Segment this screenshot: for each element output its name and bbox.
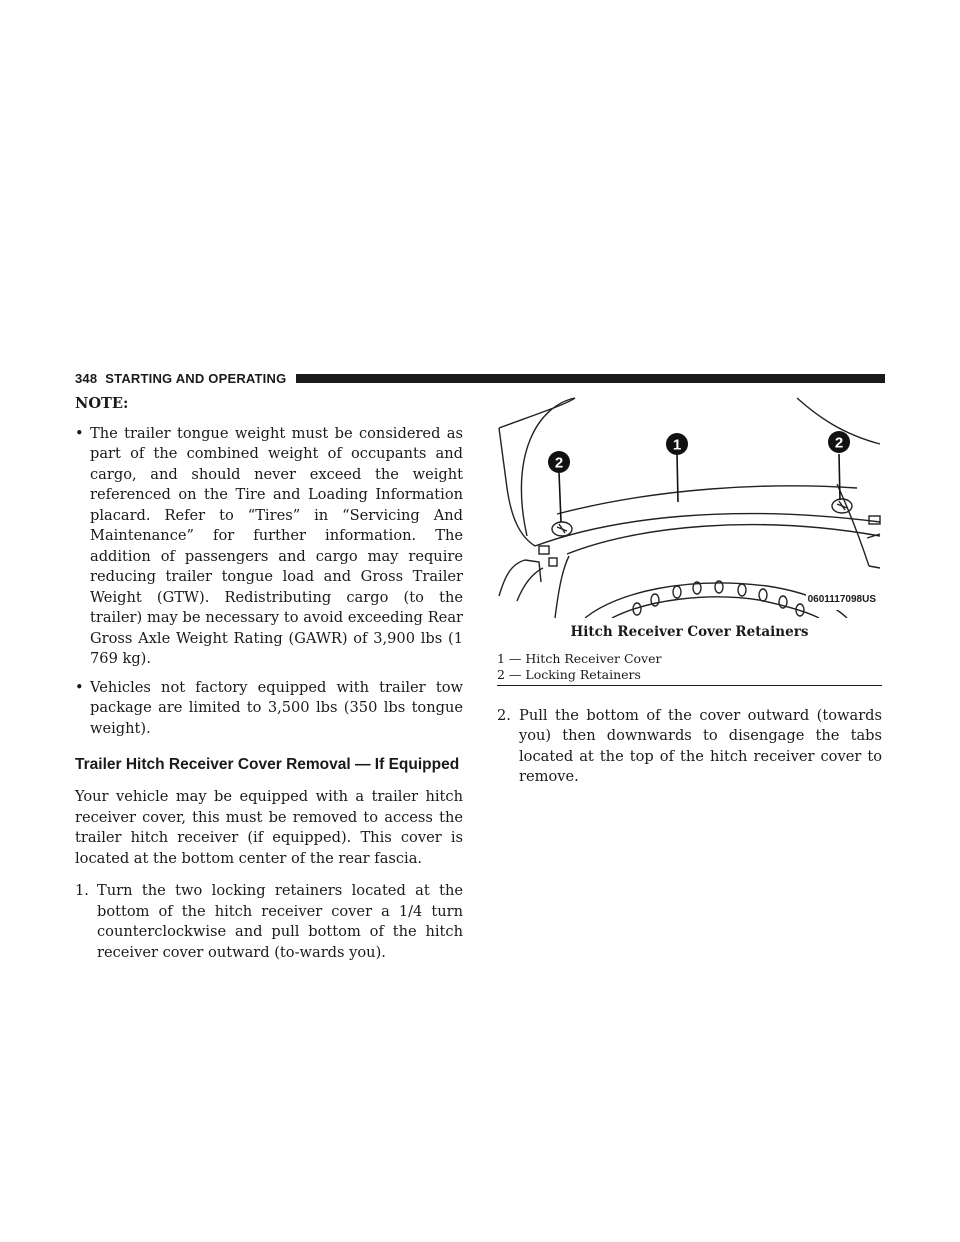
step-number: 2. <box>497 706 511 724</box>
hitch-cover-illustration <box>497 396 882 618</box>
figure-legend <box>497 651 882 686</box>
figure-caption: Hitch Receiver Cover Retainers <box>570 624 809 640</box>
bullet-icon: • <box>75 424 84 442</box>
note-label: NOTE: <box>75 395 129 412</box>
header-rule <box>296 374 885 383</box>
callout-badge <box>666 433 688 455</box>
callout-label: 2 <box>554 454 564 472</box>
figure-code: 0601117098US <box>806 590 878 611</box>
callout-label: 2 <box>834 434 844 452</box>
callout-badge <box>828 431 850 453</box>
section-name: STARTING AND OPERATING <box>105 370 287 386</box>
legend-item: 2 — Locking Retainers <box>497 666 641 682</box>
note-bullet <box>75 678 463 740</box>
page-header <box>75 370 885 386</box>
step-text: Turn the two locking retainers located at the bottom of the hitch receiver cover a 1/4 turn counterclockwise and pull bottom of the hitch receiver cover outward (to-wards you). <box>97 882 463 961</box>
page-number: 348 <box>75 370 98 386</box>
callout-badge <box>548 451 570 473</box>
step-2 <box>497 706 882 788</box>
section-heading: Trailer Hitch Receiver Cover Removal — If Equipped <box>75 756 460 773</box>
note-bullet <box>75 424 463 670</box>
step-number: 1. <box>75 882 89 899</box>
legend-item: 1 — Hitch Receiver Cover <box>497 650 662 666</box>
callout-label: 1 <box>672 436 682 454</box>
bullet-icon: • <box>75 678 84 696</box>
note-bullet-text: The trailer tongue weight must be considered as part of the combined weight of occupants and cargo, and should never exceed the weight referenced on the Tire and Loading Information placard. Refer to “Tires” in “Servicing And Maintenance” for further information. The addition of passengers and cargo may require reducing trailer tongue load and Gross Trailer Weight (GTW). Redistributing cargo (to the trailer) may be necessary to avoid exceeding Rear Gross Axle Weight Rating (GAWR) of 3,900 lbs (1 769 kg). <box>90 424 463 667</box>
step-1 <box>75 881 463 963</box>
right-column <box>497 396 882 788</box>
note-bullet-text: Vehicles not factory equipped with trailer tow package are limited to 3,500 lbs (350 lbs tongue weight). <box>90 678 463 737</box>
hitch-cover-figure <box>497 396 882 618</box>
step-text: Pull the bottom of the cover outward (towards you) then downwards to disengage the tabs located at the top of the hitch receiver cover to remove. <box>519 706 882 785</box>
section-intro: Your vehicle may be equipped with a trailer hitch receiver cover, this must be removed to access the trailer hitch receiver (if equipped). This cover is located at the bottom center of the rear fascia. <box>75 788 463 867</box>
left-column <box>75 394 463 963</box>
